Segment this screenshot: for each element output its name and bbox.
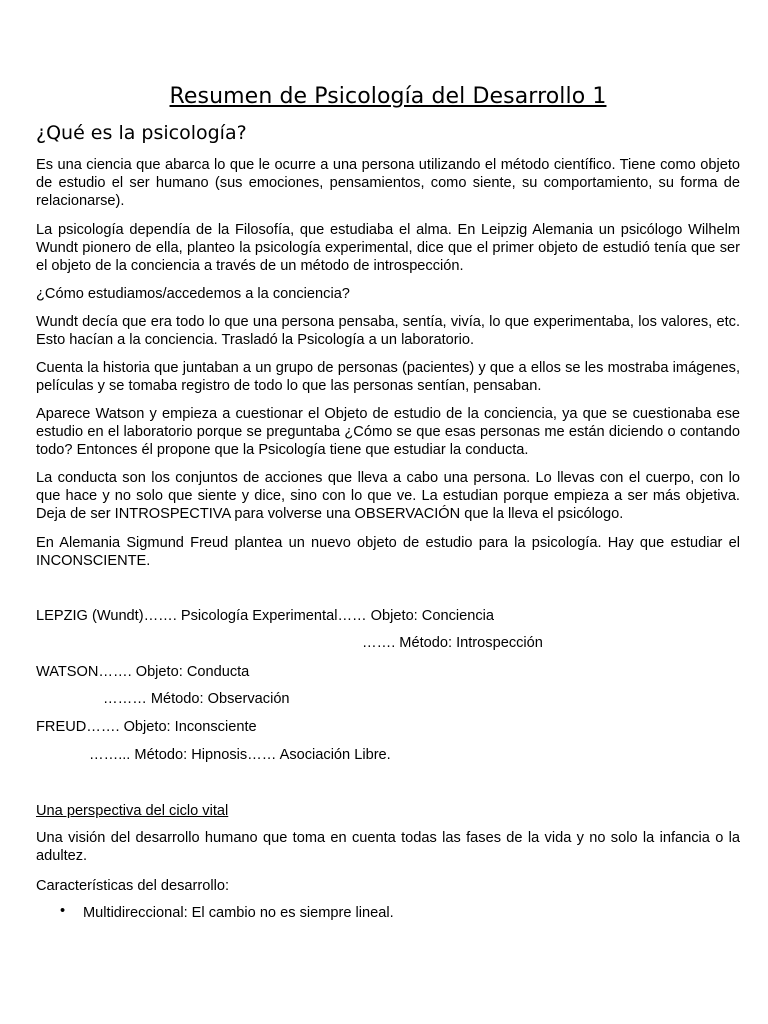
paragraph-4: Wundt decía que era todo lo que una persona pensaba, sentía, vivía, lo que experimentaba, los valores, etc. Esto hacían a la conciencia. Trasladó la Psicología a un laboratorio. (36, 314, 740, 348)
section-heading-que-es: ¿Qué es la psicología? (36, 122, 247, 144)
summary-line-wundt-method: ……. Método: Introspección (362, 635, 543, 651)
document-title: Resumen de Psicología del Desarrollo 1 (169, 84, 607, 109)
summary-line-wundt: LEPZIG (Wundt)……. Psicología Experimental…… Objeto: Conciencia (36, 608, 494, 624)
summary-line-watson-method: ……… Método: Observación (103, 691, 290, 707)
section-paragraph-ciclo-vital: Una visión del desarrollo humano que toma en cuenta todas las fases de la vida y no solo la infancia o la adultez. (36, 830, 740, 864)
section-heading-ciclo-vital: Una perspectiva del ciclo vital (36, 803, 229, 819)
summary-line-freud: FREUD……. Objeto: Inconsciente (36, 719, 257, 735)
paragraph-6: Aparece Watson y empieza a cuestionar el Objeto de estudio de la conciencia, ya que se cuestionaba ese estudio en el laboratorio porque se preguntaba ¿Cómo se que esas personas me están diciendo o contando todo? Entonces él propone que la Psicología tiene que estudiar la conducta. (36, 406, 740, 458)
paragraph-2: La psicología dependía de la Filosofía, que estudiaba el alma. En Leipzig Alemania un psicólogo Wilhelm Wundt pionero de ella, planteo la psicología experimental, dice que el primer objeto de estudió tenía que ser el objeto de la conciencia a través de un método de introspección. (36, 222, 740, 274)
paragraph-7: La conducta son los conjuntos de acciones que lleva a cabo una persona. Lo llevas con el cuerpo, con lo que hace y no solo que siente y dice, sino con lo que ve. La estudian porque empieza a ser más objetiva. Deja de ser INTROSPECTIVA para volverse una OBSERVACIÓN que la lleva el psicólogo. (36, 470, 740, 522)
paragraph-8: En Alemania Sigmund Freud plantea un nuevo objeto de estudio para la psicología. Hay que estudiar el INCONSCIENTE. (36, 535, 740, 569)
bullet-marker: • (60, 903, 66, 919)
bullet-item-multidireccional: Multidireccional: El cambio no es siempre lineal. (83, 905, 394, 921)
characteristics-label: Características del desarrollo: (36, 878, 230, 894)
paragraph-3: ¿Cómo estudiamos/accedemos a la conciencia? (36, 286, 350, 302)
paragraph-5: Cuenta la historia que juntaban a un grupo de personas (pacientes) y que a ellos se les mostraba imágenes, películas y se tomaba registro de todo lo que las personas sentían, pensaban. (36, 360, 740, 394)
summary-line-freud-method: ……... Método: Hipnosis…… Asociación Libre. (89, 747, 391, 763)
summary-line-watson: WATSON……. Objeto: Conducta (36, 664, 250, 680)
paragraph-1: Es una ciencia que abarca lo que le ocurre a una persona utilizando el método científico. Tiene como objeto de estudio el ser humano (sus emociones, pensamientos, como siente, su comportamiento, su forma de relacionarse). (36, 157, 740, 209)
